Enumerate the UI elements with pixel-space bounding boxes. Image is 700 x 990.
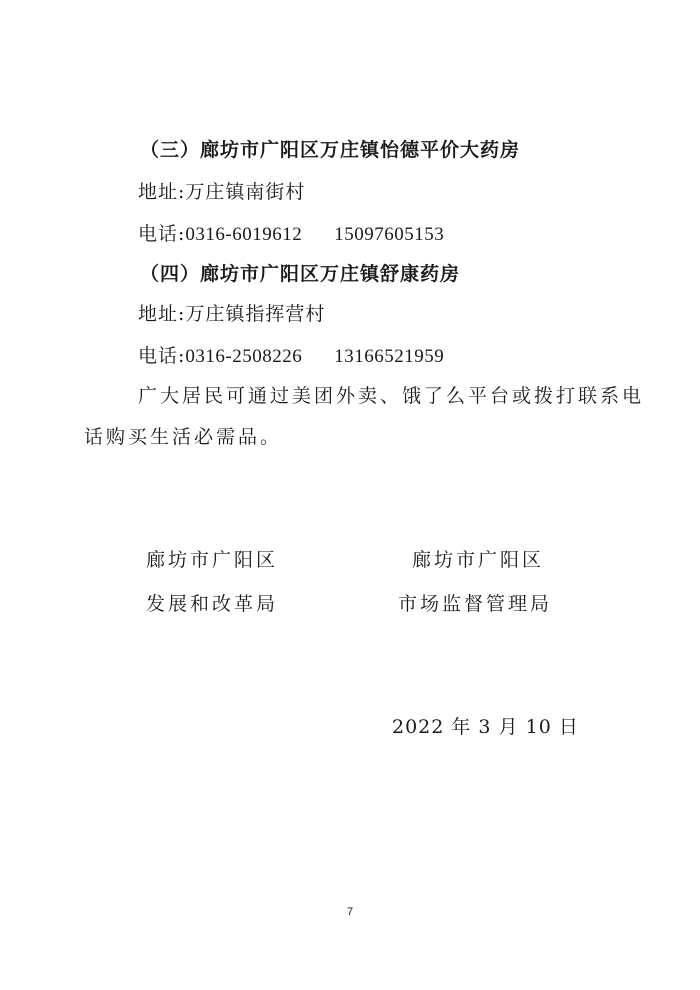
phone-mobile: 15097605153 (334, 224, 445, 245)
signature-right-line-1: 廊坊市广阳区 (412, 549, 545, 571)
address-label: 地址: (138, 303, 186, 325)
signature-left-line-2: 发展和改革局 (146, 593, 279, 615)
notice-line-2: 话购买生活必需品。 (84, 426, 283, 448)
phone-mobile: 13166521959 (334, 346, 445, 367)
page-number: 7 (347, 906, 354, 918)
phone-landline: 0316-2508226 (185, 346, 303, 367)
phone-label: 电话: (138, 223, 186, 245)
store-3-heading: （三）廊坊市广阳区万庄镇怡德平价大药房 (140, 139, 521, 161)
address-value: 万庄镇指挥营村 (185, 303, 326, 325)
store-3-address (138, 180, 305, 204)
phone-label: 电话: (138, 345, 186, 367)
notice-line-1: 广大居民可通过美团外卖、饿了么平台或拨打联系电 (138, 385, 645, 407)
phone-landline: 0316-6019612 (185, 224, 303, 245)
document-date: 2022 年 3 月 10 日 (392, 716, 579, 738)
store-4-heading: （四）廊坊市广阳区万庄镇舒康药房 (140, 263, 461, 285)
store-4-phone (138, 344, 444, 369)
signature-left-line-1: 廊坊市广阳区 (146, 549, 279, 571)
address-value: 万庄镇南街村 (185, 181, 306, 203)
signature-right-line-2: 市场监督管理局 (398, 593, 553, 615)
store-4-address (138, 302, 325, 326)
address-label: 地址: (138, 181, 186, 203)
store-3-phone (138, 222, 444, 247)
